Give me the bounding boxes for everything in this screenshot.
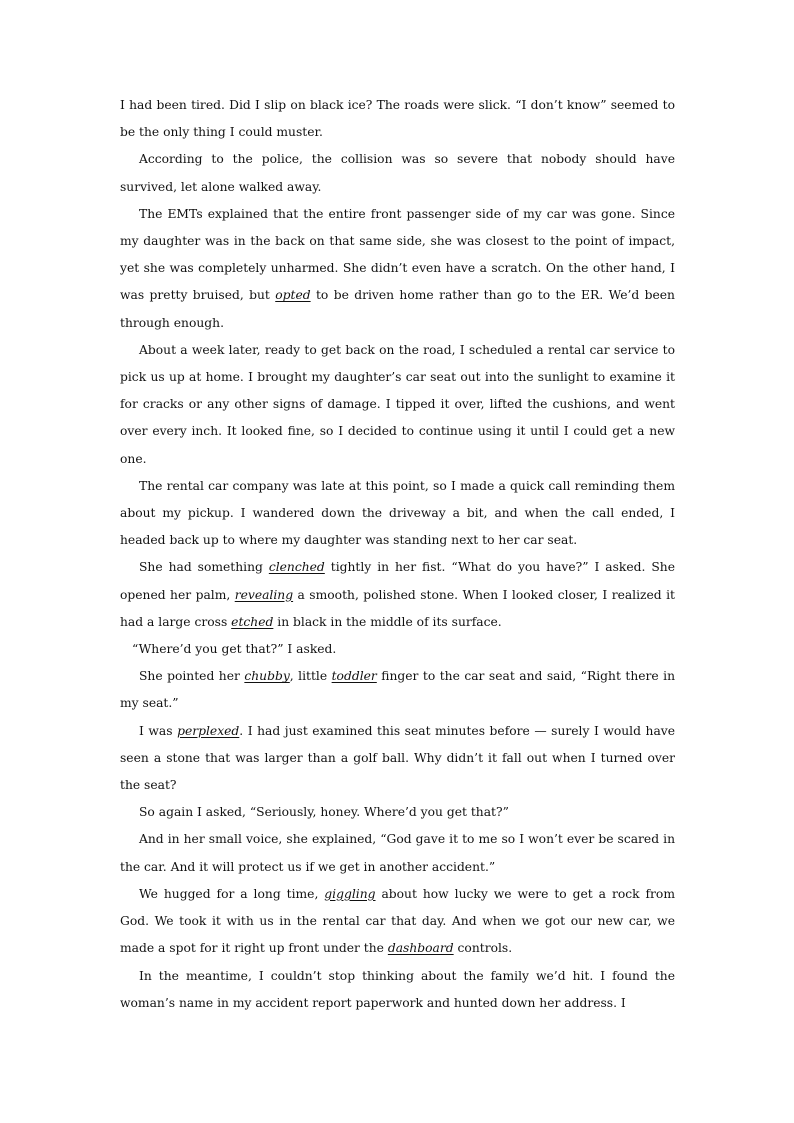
paragraph-5: [120, 473, 675, 555]
paragraph-text: a smooth, polished stone. When I looked closer, I realized it had a large cross: [120, 587, 675, 629]
paragraph-text: “Where’d you get that?” I asked.: [132, 642, 337, 657]
paragraph-text: to be driven home rather than go to the ER. We’d been through enough.: [120, 288, 675, 330]
paragraph-text: I was: [139, 723, 178, 738]
paragraph-11: [120, 826, 675, 880]
paragraph-text: So again I asked, “Seriously, honey. Where’d you get that?”: [139, 805, 509, 820]
paragraph-7: [120, 636, 675, 663]
paragraph-text: The rental car company was late at this point, so I made a quick call reminding them about my pickup. I wandered down the driveway a bit, and when the call ended, I headed back up to where my daughter was standing next to her car seat.: [120, 478, 675, 548]
paragraph-text: . I had just examined this seat minutes before — surely I would have seen a stone that was larger than a golf ball. Why didn’t it fall out when I turned over the seat?: [120, 723, 675, 793]
paragraph-text: , little: [289, 669, 332, 684]
vocab-word-revealing: revealing: [234, 587, 294, 602]
vocab-word-opted: opted: [275, 288, 311, 303]
paragraph-text: about how lucky we were to get a rock from God. We took it with us in the rental car that day. And when we got our new car, we made a spot for it right up front under the: [120, 886, 675, 956]
paragraph-2: [120, 146, 675, 200]
vocab-word-clenched: clenched: [268, 560, 325, 575]
vocab-word-chubby: chubby: [244, 669, 290, 684]
paragraph-text: According to the police, the collision was so severe that nobody should have survived, let alone walked away.: [120, 152, 675, 194]
paragraph-13: [120, 963, 675, 1017]
paragraph-text: in black in the middle of its surface.: [273, 614, 502, 629]
paragraph-text: In the meantime, I couldn’t stop thinking about the family we’d hit. I found the woman’s name in my accident report paperwork and hunted down her address. I: [120, 968, 675, 1010]
paragraph-6: [120, 554, 675, 636]
paragraph-12: [120, 881, 675, 963]
paragraph-text: controls.: [453, 941, 513, 956]
paragraph-9: [120, 718, 675, 800]
paragraph-text: tightly in her fist. “What do you have?” I asked. She opened her palm,: [120, 560, 675, 602]
vocab-word-etched: etched: [231, 614, 274, 629]
vocab-word-giggling: giggling: [324, 886, 376, 901]
paragraph-text: The EMTs explained that the entire front passenger side of my car was gone. Since my daughter was in the back on that same side, she was closest to the point of impact, yet she was completely unharmed. She didn’t even have a scratch. On the other hand, I was pretty bruised, but: [120, 206, 675, 303]
paragraph-text: She had something: [139, 560, 269, 575]
vocab-word-perplexed: perplexed: [177, 723, 240, 738]
vocab-word-dashboard: dashboard: [387, 941, 454, 956]
story-text: [120, 92, 675, 1017]
paragraph-4: [120, 337, 675, 473]
paragraph-3: [120, 201, 675, 337]
paragraph-text: And in her small voice, she explained, “God gave it to me so I won’t ever be scared in the car. And it will protect us if we get in another accident.”: [120, 832, 675, 874]
vocab-word-toddler: toddler: [331, 669, 377, 684]
paragraph-text: She pointed her: [139, 669, 245, 684]
paragraph-10: [120, 799, 675, 826]
paragraph-text: About a week later, ready to get back on the road, I scheduled a rental car service to pick us up at home. I brought my daughter’s car seat out into the sunlight to examine it for cracks or any other signs of damage. I tipped it over, lifted the cushions, and went over every inch. It looked fine, so I decided to continue using it until I could get a new one.: [120, 342, 675, 466]
paragraph-1: [120, 92, 675, 146]
paragraph-text: We hugged for a long time,: [139, 886, 325, 901]
paragraph-text: I had been tired. Did I slip on black ice? The roads were slick. “I don’t know” seemed to be the only thing I could muster.: [120, 98, 675, 140]
paragraph-text: finger to the car seat and said, “Right there in my seat.”: [120, 669, 675, 711]
paragraph-8: [120, 663, 675, 717]
